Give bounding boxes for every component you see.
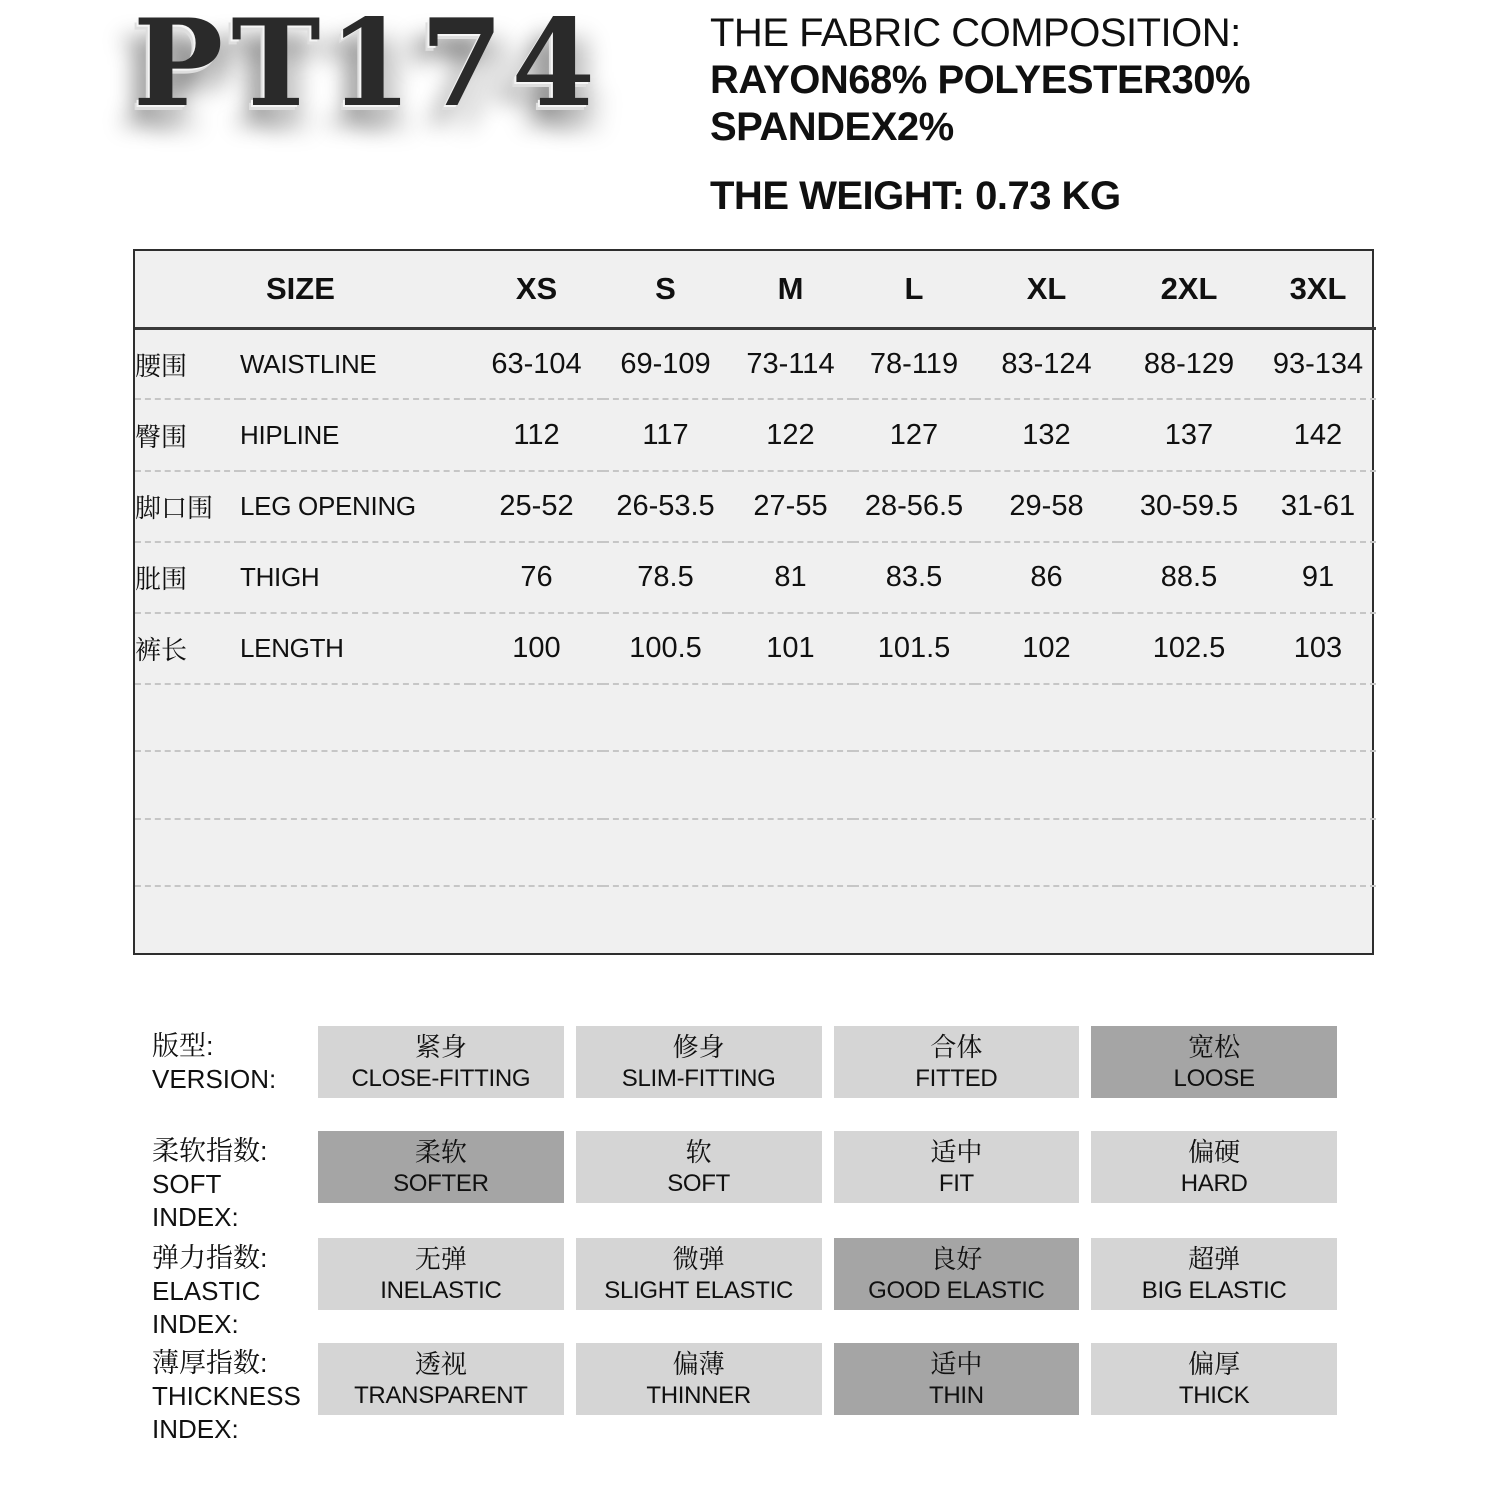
size-table-header-row xyxy=(135,251,1376,328)
size-column-header: M xyxy=(728,251,853,328)
measure-label-en: LENGTH xyxy=(240,613,470,684)
measure-value-cell: 100 xyxy=(470,613,603,684)
measure-value-cell: 102 xyxy=(975,613,1118,684)
attribute-option-selected xyxy=(834,1238,1080,1310)
fabric-composition-title: THE FABRIC COMPOSITION: xyxy=(710,11,1241,55)
fabric-info-block xyxy=(710,10,1250,220)
measure-value-cell: 69-109 xyxy=(603,328,728,399)
measure-value-cell: 27-55 xyxy=(728,471,853,542)
size-table-row xyxy=(135,399,1376,470)
header-spacer-cell xyxy=(135,251,240,328)
attribute-label-en: INDEX: xyxy=(152,1309,239,1340)
option-label-cn: 无弹 xyxy=(414,1243,467,1274)
attribute-options xyxy=(318,1131,1337,1203)
option-label-cn: 偏厚 xyxy=(1188,1348,1241,1379)
measure-value-cell: 88-129 xyxy=(1118,328,1260,399)
measure-value-cell: 127 xyxy=(853,399,975,470)
option-label-cn: 软 xyxy=(685,1136,712,1167)
empty-cell xyxy=(135,751,1376,818)
option-label-en: HARD xyxy=(1180,1169,1248,1197)
measure-label-cn: 裤长 xyxy=(135,613,240,684)
attribute-option xyxy=(834,1026,1080,1098)
empty-cell xyxy=(135,684,1376,751)
measure-value-cell: 103 xyxy=(1260,613,1376,684)
size-table-row xyxy=(135,613,1376,684)
size-table-empty-row xyxy=(135,751,1376,818)
measure-value-cell: 26-53.5 xyxy=(603,471,728,542)
measure-label-cn: 肶围 xyxy=(135,542,240,613)
size-table-row xyxy=(135,328,1376,399)
option-label-cn: 偏薄 xyxy=(672,1348,725,1379)
option-label-cn: 透视 xyxy=(414,1348,467,1379)
attribute-option xyxy=(318,1026,564,1098)
attribute-options xyxy=(318,1026,1337,1098)
measure-value-cell: 132 xyxy=(975,399,1118,470)
attribute-row xyxy=(152,1343,1337,1446)
attribute-option-selected xyxy=(834,1343,1080,1415)
option-label-en: SOFT xyxy=(667,1169,731,1197)
measure-value-cell: 100.5 xyxy=(603,613,728,684)
option-label-en: BIG ELASTIC xyxy=(1141,1276,1287,1304)
option-label-en: THINNER xyxy=(646,1381,751,1409)
option-label-cn: 良好 xyxy=(930,1243,983,1274)
option-label-en: THIN xyxy=(928,1381,984,1409)
size-column-header: XS xyxy=(470,251,603,328)
measure-value-cell: 83.5 xyxy=(853,542,975,613)
measure-value-cell: 25-52 xyxy=(470,471,603,542)
measure-value-cell: 81 xyxy=(728,542,853,613)
attribute-option xyxy=(576,1131,822,1203)
measure-label-en: WAISTLINE xyxy=(240,328,470,399)
option-label-cn: 紧身 xyxy=(414,1031,467,1062)
option-label-cn: 超弹 xyxy=(1188,1243,1241,1274)
option-label-en: SLIGHT ELASTIC xyxy=(604,1276,793,1304)
attribute-index-section xyxy=(152,1026,1337,1466)
attribute-label-cn: 薄厚指数: xyxy=(152,1348,268,1378)
measure-value-cell: 78-119 xyxy=(853,328,975,399)
fabric-composition-line2: SPANDEX2% xyxy=(710,105,954,149)
size-table-row xyxy=(135,471,1376,542)
measure-value-cell: 91 xyxy=(1260,542,1376,613)
measure-value-cell: 101 xyxy=(728,613,853,684)
option-label-cn: 适中 xyxy=(930,1136,983,1167)
measure-value-cell: 102.5 xyxy=(1118,613,1260,684)
attribute-option xyxy=(1091,1131,1337,1203)
attribute-label xyxy=(152,1131,318,1234)
empty-cell xyxy=(135,819,1376,886)
attribute-option xyxy=(834,1131,1080,1203)
measure-value-cell: 93-134 xyxy=(1260,328,1376,399)
measure-value-cell: 63-104 xyxy=(470,328,603,399)
measure-value-cell: 28-56.5 xyxy=(853,471,975,542)
attribute-label-cn: 柔软指数: xyxy=(152,1136,268,1166)
attribute-options xyxy=(318,1343,1337,1415)
attribute-label-en: ELASTIC xyxy=(152,1276,261,1307)
measure-value-cell: 86 xyxy=(975,542,1118,613)
size-table xyxy=(135,251,1376,953)
measure-value-cell: 29-58 xyxy=(975,471,1118,542)
measure-label-cn: 脚口围 xyxy=(135,471,240,542)
measure-value-cell: 76 xyxy=(470,542,603,613)
attribute-label-en: INDEX: xyxy=(152,1414,239,1445)
size-column-header: 2XL xyxy=(1118,251,1260,328)
option-label-en: CLOSE-FITTING xyxy=(351,1064,531,1092)
measure-label-en: LEG OPENING xyxy=(240,471,470,542)
size-table-empty-row xyxy=(135,819,1376,886)
option-label-en: SOFTER xyxy=(393,1169,489,1197)
size-table-row xyxy=(135,542,1376,613)
measure-label-en: HIPLINE xyxy=(240,399,470,470)
option-label-en: FITTED xyxy=(915,1064,998,1092)
attribute-option xyxy=(576,1343,822,1415)
size-table-container xyxy=(133,249,1374,955)
attribute-label-cn: 弹力指数: xyxy=(152,1243,268,1273)
measure-value-cell: 78.5 xyxy=(603,542,728,613)
option-label-en: INELASTIC xyxy=(380,1276,502,1304)
option-label-en: THICK xyxy=(1178,1381,1250,1409)
attribute-row xyxy=(152,1131,1337,1234)
measure-value-cell: 137 xyxy=(1118,399,1260,470)
attribute-options xyxy=(318,1238,1337,1310)
product-code-logo: PT174 xyxy=(133,0,604,134)
measure-label-cn: 臀围 xyxy=(135,399,240,470)
measure-value-cell: 122 xyxy=(728,399,853,470)
option-label-cn: 柔软 xyxy=(414,1136,467,1167)
fabric-composition-line1: RAYON68% POLYESTER30% xyxy=(710,58,1251,102)
size-table-empty-row xyxy=(135,684,1376,751)
measure-value-cell: 88.5 xyxy=(1118,542,1260,613)
attribute-option xyxy=(1091,1238,1337,1310)
attribute-option xyxy=(576,1026,822,1098)
measure-value-cell: 112 xyxy=(470,399,603,470)
option-label-cn: 修身 xyxy=(672,1031,725,1062)
option-label-cn: 微弹 xyxy=(672,1243,725,1274)
attribute-row xyxy=(152,1026,1337,1098)
option-label-cn: 宽松 xyxy=(1188,1031,1241,1062)
measure-value-cell: 30-59.5 xyxy=(1118,471,1260,542)
measure-value-cell: 142 xyxy=(1260,399,1376,470)
measure-label-en: THIGH xyxy=(240,542,470,613)
option-label-cn: 偏硬 xyxy=(1188,1136,1241,1167)
option-label-en: LOOSE xyxy=(1173,1064,1255,1092)
option-label-cn: 合体 xyxy=(930,1031,983,1062)
measure-value-cell: 73-114 xyxy=(728,328,853,399)
attribute-label-cn: 版型: xyxy=(152,1031,214,1061)
size-column-header: S xyxy=(603,251,728,328)
attribute-label-en: THICKNESS xyxy=(152,1381,301,1412)
attribute-row xyxy=(152,1238,1337,1341)
attribute-label xyxy=(152,1026,318,1096)
option-label-en: GOOD ELASTIC xyxy=(868,1276,1045,1304)
attribute-option-selected xyxy=(318,1131,564,1203)
option-label-en: SLIM-FITTING xyxy=(621,1064,776,1092)
weight-text: THE WEIGHT: 0.73 KG xyxy=(710,174,1121,218)
measure-value-cell: 117 xyxy=(603,399,728,470)
size-column-header: XL xyxy=(975,251,1118,328)
option-label-cn: 适中 xyxy=(930,1348,983,1379)
measure-value-cell: 31-61 xyxy=(1260,471,1376,542)
measure-label-cn: 腰围 xyxy=(135,328,240,399)
attribute-label-en: SOFT xyxy=(152,1169,222,1200)
attribute-option xyxy=(1091,1343,1337,1415)
option-label-en: FIT xyxy=(938,1169,974,1197)
attribute-label-en: VERSION: xyxy=(152,1064,277,1095)
option-label-en: TRANSPARENT xyxy=(354,1381,528,1409)
attribute-label xyxy=(152,1343,318,1446)
attribute-option xyxy=(576,1238,822,1310)
size-header-label: SIZE xyxy=(240,251,470,328)
attribute-option xyxy=(318,1343,564,1415)
attribute-label xyxy=(152,1238,318,1341)
size-column-header: L xyxy=(853,251,975,328)
size-table-empty-row xyxy=(135,886,1376,953)
attribute-option xyxy=(318,1238,564,1310)
measure-value-cell: 83-124 xyxy=(975,328,1118,399)
size-column-header: 3XL xyxy=(1260,251,1376,328)
attribute-option-selected xyxy=(1091,1026,1337,1098)
measure-value-cell: 101.5 xyxy=(853,613,975,684)
attribute-label-en: INDEX: xyxy=(152,1202,239,1233)
empty-cell xyxy=(135,886,1376,953)
